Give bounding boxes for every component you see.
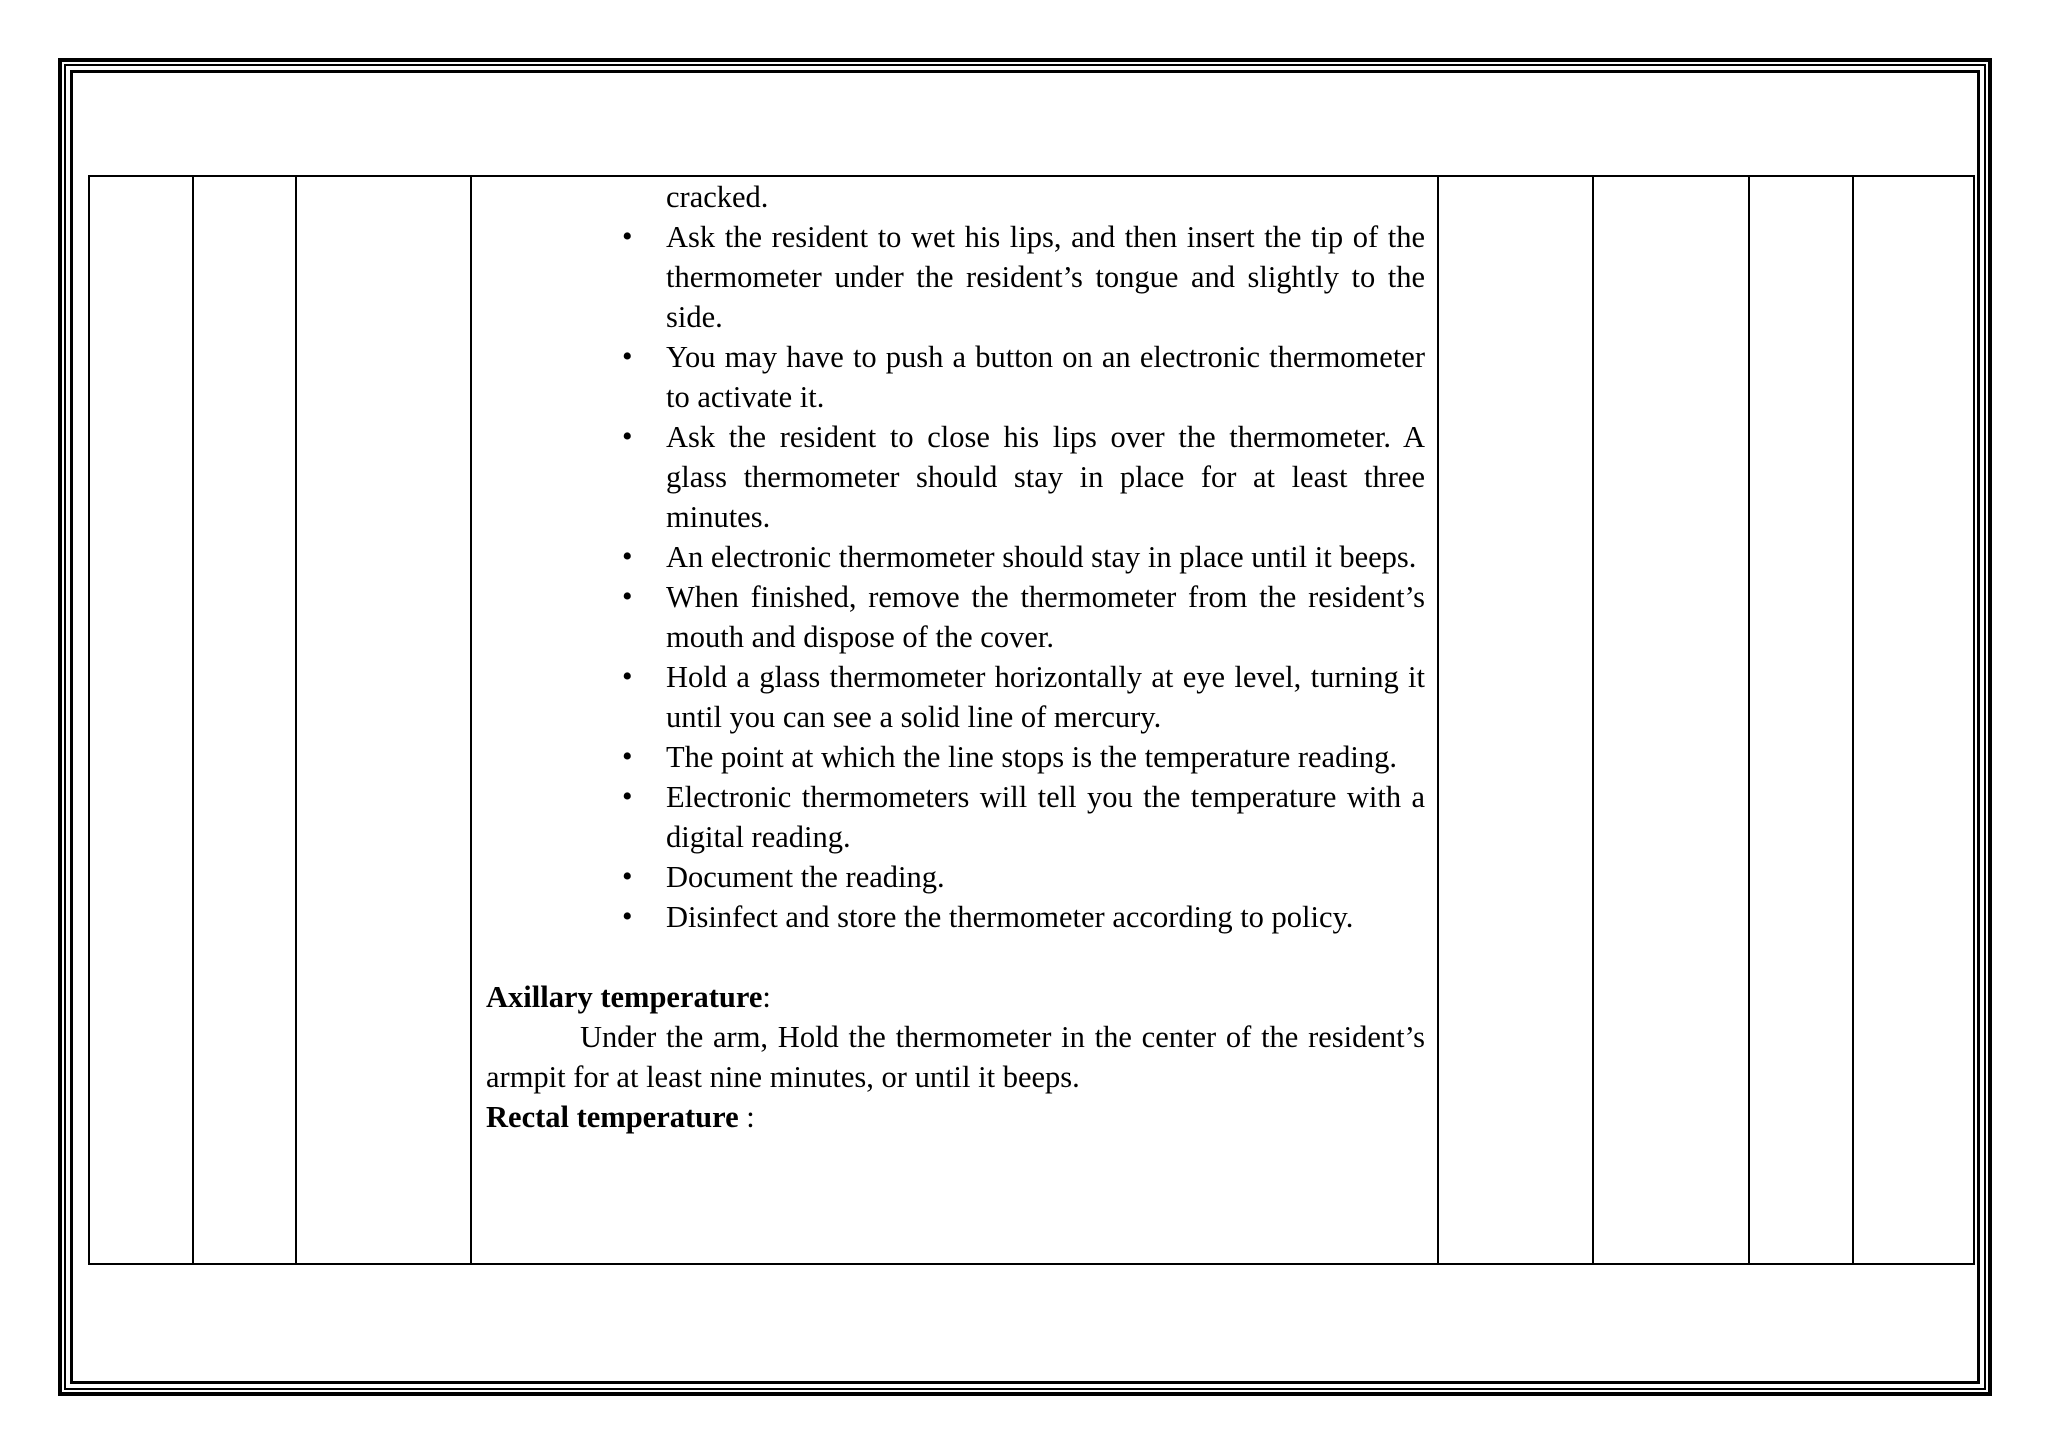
list-item: • An electronic thermometer should stay in place until it beeps. — [666, 537, 1425, 577]
list-item: • You may have to push a button on an electronic thermometer to activate it. — [666, 337, 1425, 417]
table-cell-empty-3 — [296, 176, 471, 1264]
table-cell-empty-7 — [1749, 176, 1853, 1264]
list-item: • Electronic thermometers will tell you the temperature with a digital reading. — [666, 777, 1425, 857]
step-list — [486, 177, 1425, 937]
list-item: • When finished, remove the thermometer from the resident’s mouth and dispose of the cover. — [666, 577, 1425, 657]
list-item-continued: cracked. — [666, 180, 769, 214]
table-cell-empty-5 — [1438, 176, 1593, 1264]
axillary-text: Under the arm, Hold the thermometer in the center of the resident’s armpit for at least nine minutes, or until it beeps. — [486, 1020, 1425, 1094]
rectal-heading-line — [486, 1097, 1425, 1137]
list-item: • Document the reading. — [666, 857, 1425, 897]
axillary-heading-colon: : — [762, 980, 771, 1014]
table-cell-empty-8 — [1853, 176, 1974, 1264]
procedure-content-cell — [471, 176, 1438, 1264]
list-item: • Disinfect and store the thermometer according to policy. — [666, 897, 1425, 937]
list-item: • Ask the resident to wet his lips, and then insert the tip of the thermometer under the resident’s tongue and slightly to the side. — [666, 217, 1425, 337]
list-item: • The point at which the line stops is the temperature reading. — [666, 737, 1425, 777]
axillary-heading: Axillary temperature — [486, 980, 763, 1014]
list-item: • Hold a glass thermometer horizontally at eye level, turning it until you can see a solid line of mercury. — [666, 657, 1425, 737]
table-cell-empty-6 — [1593, 176, 1749, 1264]
rectal-heading-colon: : — [738, 1100, 755, 1134]
table-row — [89, 176, 1974, 1264]
list-item: • Ask the resident to close his lips over the thermometer. A glass thermometer should stay in place for at least three minutes. — [666, 417, 1425, 537]
axillary-heading-line — [486, 977, 1425, 1017]
procedure-content — [486, 177, 1425, 1137]
procedure-table — [88, 175, 1975, 1265]
rectal-heading: Rectal temperature — [486, 1100, 739, 1134]
table-cell-empty-1 — [89, 176, 193, 1264]
section-spacer — [486, 937, 1425, 977]
table-cell-empty-2 — [193, 176, 296, 1264]
